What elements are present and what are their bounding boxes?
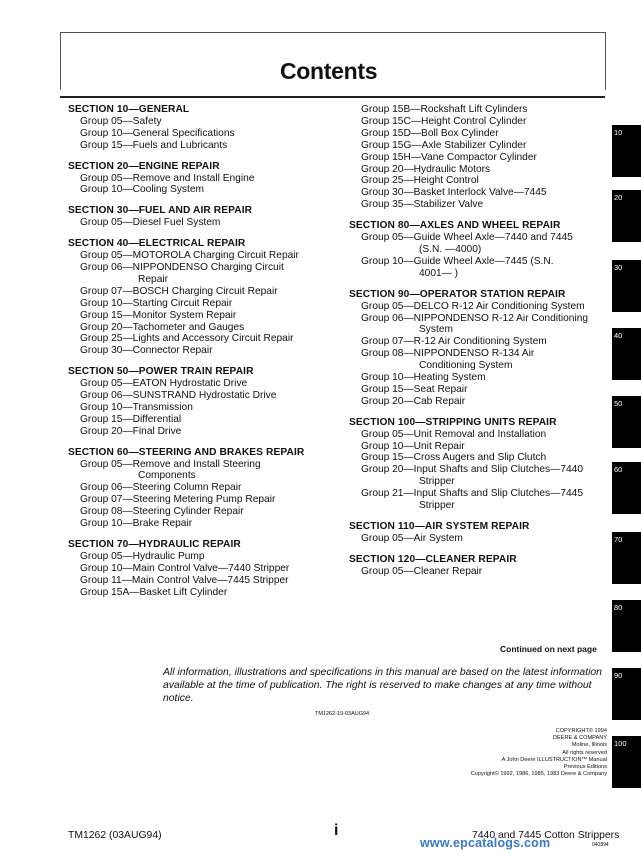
page-title: Contents [280, 58, 378, 84]
toc-section [349, 554, 609, 578]
group-label: Group 10—General Specifications [80, 127, 235, 139]
toc-group-entry[interactable] [68, 184, 343, 196]
section-tab[interactable]: 60 [612, 462, 641, 514]
toc-group-entry[interactable] [349, 464, 609, 488]
toc-group-entry[interactable] [68, 563, 343, 575]
toc-group-entry[interactable] [68, 575, 343, 587]
footer-page-number: i [334, 822, 339, 839]
section-heading[interactable]: SECTION 110—AIR SYSTEM REPAIR [349, 521, 530, 532]
toc-group-entry[interactable] [349, 104, 609, 116]
group-label: Group 07—Steering Metering Pump Repair [80, 494, 276, 506]
toc-right-column [349, 104, 609, 578]
group-label-continuation: Repair [138, 273, 169, 285]
group-label: Group 10—Transmission [80, 401, 193, 413]
group-label: Group 30—Basket Interlock Valve—7445 [361, 187, 547, 199]
group-label: Group 15D—Boll Box Cylinder [361, 127, 499, 139]
continued-note: Continued on next page [500, 644, 597, 654]
toc-section [68, 238, 343, 357]
toc-group-entry[interactable] [68, 116, 343, 128]
toc-group-entry[interactable] [68, 482, 343, 494]
toc-group-entry[interactable] [349, 152, 609, 164]
group-label: Group 07—R-12 Air Conditioning System [361, 336, 547, 348]
toc-group-entry[interactable] [349, 140, 609, 152]
group-label: Group 06—SUNSTRAND Hydrostatic Drive [80, 390, 277, 402]
copyright-block [395, 728, 607, 778]
group-label: Group 06—NIPPONDENSO R-12 Air Conditioning [361, 312, 589, 324]
group-label: Group 05—Air System [361, 532, 463, 544]
toc-group-entry[interactable] [349, 429, 609, 441]
group-label: Group 05—Hydraulic Pump [80, 550, 205, 562]
group-label: Group 30—Connector Repair [80, 345, 213, 357]
group-label: Group 15—Differential [80, 413, 182, 425]
toc-group-entry[interactable] [349, 566, 609, 578]
group-label-continuation: 4001— ) [419, 267, 459, 279]
toc-group-entry[interactable] [68, 333, 343, 345]
toc-group-entry[interactable] [349, 336, 609, 348]
toc-group-entry[interactable] [68, 250, 343, 262]
group-label: Group 25—Height Control [361, 175, 479, 187]
toc-group-entry[interactable] [349, 348, 609, 372]
section-tab[interactable]: 100 [612, 736, 641, 788]
group-label-continuation: (S.N. —4000) [419, 243, 482, 255]
toc-section [68, 366, 343, 437]
group-label: Group 08—NIPPONDENSO R-134 Air [361, 348, 535, 360]
footer-manual-id: TM1262 (03AUG94) [68, 830, 162, 841]
section-tab[interactable]: 70 [612, 532, 641, 584]
toc-group-entry[interactable] [349, 452, 609, 464]
group-label: Group 05—Unit Removal and Installation [361, 428, 547, 440]
toc-section [68, 205, 343, 229]
toc-group-entry[interactable] [68, 128, 343, 140]
toc-group-entry[interactable] [349, 232, 609, 256]
watermark: www.epcatalogs.com [420, 836, 551, 850]
toc-group-entry[interactable] [68, 310, 343, 322]
group-label: Group 15H—Vane Compactor Cylinder [361, 151, 537, 163]
group-label: Group 15G—Axle Stabilizer Cylinder [361, 139, 527, 151]
toc-group-entry[interactable] [349, 384, 609, 396]
copyright-line: A John Deere ILLUSTRUCTION™ Manual [501, 756, 607, 763]
group-label: Group 15A—Basket Lift Cylinder [80, 586, 228, 598]
toc-group-entry[interactable] [68, 390, 343, 402]
group-label: Group 06—Steering Column Repair [80, 482, 242, 494]
header-frame-right [605, 32, 606, 90]
group-label: Group 20—Input Shafts and Slip Clutches—7440 [361, 464, 583, 476]
toc-section [68, 539, 343, 599]
toc-group-entry[interactable] [68, 551, 343, 563]
group-label: Group 20—Final Drive [80, 425, 182, 437]
section-heading[interactable]: SECTION 50—POWER TRAIN REPAIR [68, 366, 254, 378]
footer-code: 040894 [592, 842, 609, 848]
copyright-line: DEERE & COMPANY [553, 735, 607, 742]
section-heading[interactable]: SECTION 100—STRIPPING UNITS REPAIR [349, 416, 557, 428]
section-tab[interactable]: 80 [612, 600, 641, 652]
toc-section [349, 521, 609, 545]
group-label: Group 35—Stabilizer Valve [361, 199, 484, 211]
copyright-line: Previous Editions [563, 764, 607, 771]
group-label: Group 15B—Rockshaft Lift Cylinders [361, 104, 528, 115]
group-label: Group 10—Main Control Valve—7440 Stripper [80, 562, 290, 574]
group-label: Group 05—Safety [80, 115, 162, 127]
toc-group-entry[interactable] [349, 441, 609, 453]
group-label: Group 07—BOSCH Charging Circuit Repair [80, 285, 278, 297]
section-heading[interactable]: SECTION 80—AXLES AND WHEEL REPAIR [349, 220, 561, 232]
document-code: TM1262-19-03AUG94 [315, 711, 370, 717]
toc-section [349, 104, 609, 211]
toc-group-entry[interactable] [349, 199, 609, 211]
group-label: Group 05—Cleaner Repair [361, 565, 483, 577]
group-label-continuation: Components [138, 470, 196, 482]
toc-group-entry[interactable] [68, 587, 343, 599]
toc-group-entry[interactable] [349, 128, 609, 140]
toc-group-entry[interactable] [68, 262, 343, 286]
toc-group-entry[interactable] [68, 494, 343, 506]
group-label: Group 21—Input Shafts and Slip Clutches—7445 [361, 488, 583, 500]
group-label: Group 10—Unit Repair [361, 440, 465, 452]
toc-group-entry[interactable] [68, 459, 343, 483]
group-label-continuation: System [419, 324, 453, 336]
group-label: Group 15—Fuels and Lubricants [80, 139, 228, 151]
toc-section [349, 417, 609, 512]
group-label: Group 10—Heating System [361, 372, 486, 384]
toc-section [68, 447, 343, 530]
toc-group-entry[interactable] [349, 301, 609, 313]
group-label-continuation: Stripper [419, 500, 455, 512]
group-label: Group 15—Monitor System Repair [80, 309, 237, 321]
section-heading[interactable]: SECTION 60—STEERING AND BRAKES REPAIR [68, 446, 305, 458]
section-heading[interactable]: SECTION 30—FUEL AND AIR REPAIR [68, 205, 253, 217]
group-label: Group 05—Guide Wheel Axle—7440 and 7445 [361, 232, 573, 244]
toc-section [349, 220, 609, 280]
group-label: Group 05—Remove and Install Engine [80, 172, 255, 184]
group-label: Group 20—Cab Repair [361, 395, 466, 407]
toc-group-entry[interactable] [68, 286, 343, 298]
toc-group-entry[interactable] [68, 298, 343, 310]
toc-group-entry[interactable] [349, 488, 609, 512]
toc-group-entry[interactable] [68, 402, 343, 414]
group-label: Group 05—DELCO R-12 Air Conditioning System [361, 300, 585, 312]
section-heading[interactable]: SECTION 120—CLEANER REPAIR [349, 553, 517, 565]
toc-group-entry[interactable] [349, 256, 609, 280]
group-label: Group 10—Starting Circuit Repair [80, 297, 233, 309]
publication-notice: All information, illustrations and specifications in this manual are based on the latest information available at the time of publication. The right is reserved to make changes at any time without notice. [163, 667, 602, 705]
toc-group-entry[interactable] [349, 164, 609, 176]
group-label: Group 06—NIPPONDENSO Charging Circuit [80, 261, 284, 273]
copyright-line: Moline, Illinois [571, 742, 607, 749]
group-label: Group 10—Cooling System [80, 184, 205, 196]
group-label: Group 20—Tachometer and Gauges [80, 321, 245, 333]
group-label: Group 15—Cross Augers and Slip Clutch [361, 452, 547, 464]
group-label: Group 10—Guide Wheel Axle—7445 (S.N. [361, 255, 554, 267]
toc-section [68, 161, 343, 197]
toc-group-entry[interactable] [68, 414, 343, 426]
title-rule [60, 96, 605, 98]
group-label: Group 20—Hydraulic Motors [361, 163, 491, 175]
section-heading[interactable]: SECTION 10—GENERAL [68, 104, 190, 115]
toc-group-entry[interactable] [349, 313, 609, 337]
group-label: Group 10—Brake Repair [80, 518, 193, 530]
section-tab[interactable]: 10 [612, 125, 641, 177]
toc-section [68, 104, 343, 152]
section-heading[interactable]: SECTION 90—OPERATOR STATION REPAIR [349, 288, 566, 300]
section-tab[interactable]: 90 [612, 668, 641, 720]
toc-group-entry[interactable] [68, 217, 343, 229]
group-label-continuation: Conditioning System [419, 360, 513, 372]
toc-group-entry[interactable] [349, 396, 609, 408]
toc-group-entry[interactable] [349, 116, 609, 128]
section-heading[interactable]: SECTION 70—HYDRAULIC REPAIR [68, 539, 241, 550]
copyright-line: COPYRIGHT© 1994 [555, 728, 607, 734]
group-label: Group 08—Steering Cylinder Repair [80, 506, 244, 518]
group-label: Group 05—EATON Hydrostatic Drive [80, 378, 248, 390]
section-tab[interactable]: 40 [612, 328, 641, 380]
toc-left-column [68, 104, 343, 599]
toc-group-entry[interactable] [68, 173, 343, 185]
toc-group-entry[interactable] [68, 506, 343, 518]
section-tab[interactable]: 30 [612, 260, 641, 312]
toc-group-entry[interactable] [68, 322, 343, 334]
section-tab[interactable]: 50 [612, 396, 641, 448]
toc-group-entry[interactable] [68, 140, 343, 152]
section-heading[interactable]: SECTION 40—ELECTRICAL REPAIR [68, 238, 246, 250]
group-label: Group 15C—Height Control Cylinder [361, 115, 527, 127]
toc-group-entry[interactable] [68, 345, 343, 357]
toc-group-entry[interactable] [349, 372, 609, 384]
copyright-line: Copyright© 1992, 1986, 1985, 1983 Deere & Company [470, 771, 607, 778]
toc-section [349, 289, 609, 408]
toc-group-entry[interactable] [349, 187, 609, 199]
header-frame-left [60, 32, 61, 90]
group-label-continuation: Stripper [419, 476, 455, 488]
toc-group-entry[interactable] [349, 533, 609, 545]
footer-product-name: 7440 and 7445 Cotton Strippers [472, 830, 620, 841]
copyright-line: All rights reserved [562, 749, 607, 756]
section-heading[interactable]: SECTION 20—ENGINE REPAIR [68, 160, 220, 172]
group-label: Group 05—MOTOROLA Charging Circuit Repair [80, 250, 299, 262]
group-label: Group 05—Diesel Fuel System [80, 217, 221, 229]
toc-group-entry[interactable] [68, 518, 343, 530]
section-tab[interactable]: 20 [612, 190, 641, 242]
group-label: Group 25—Lights and Accessory Circuit Repair [80, 333, 294, 345]
toc-group-entry[interactable] [349, 175, 609, 187]
toc-group-entry[interactable] [68, 378, 343, 390]
toc-group-entry[interactable] [68, 426, 343, 438]
group-label: Group 05—Remove and Install Steering [80, 458, 261, 470]
group-label: Group 15—Seat Repair [361, 383, 468, 395]
group-label: Group 11—Main Control Valve—7445 Stripper [80, 574, 289, 586]
